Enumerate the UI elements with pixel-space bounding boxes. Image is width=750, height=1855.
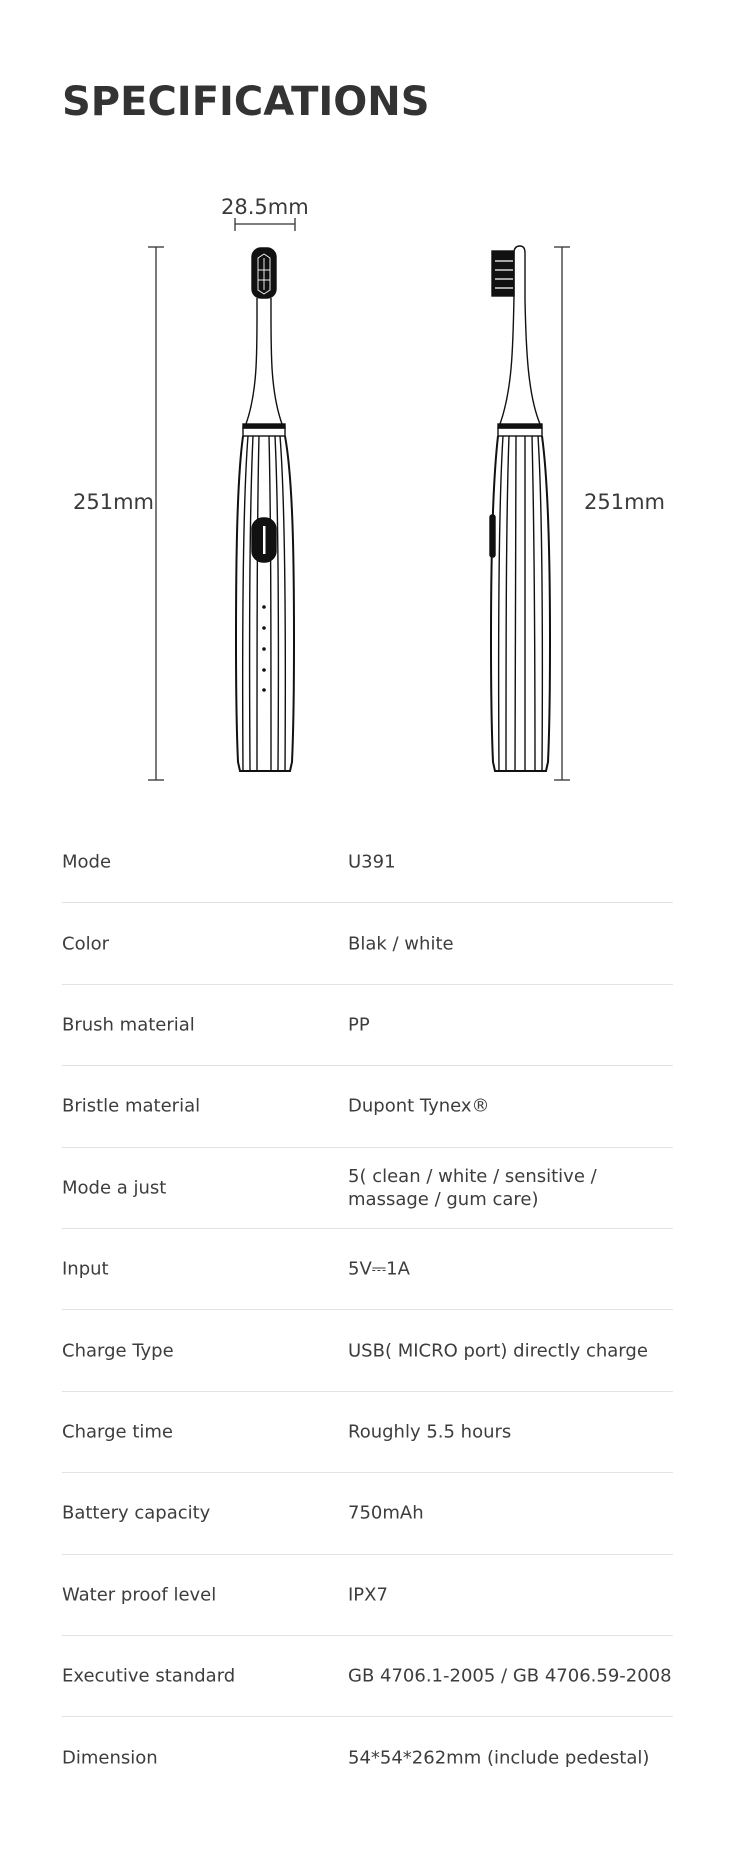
spec-value: 5( clean / white / sensitive / massage / gum care) — [348, 1165, 597, 1210]
toothbrush-drawing — [0, 180, 750, 800]
side-height-dimension-line — [554, 247, 570, 780]
front-height-dimension-label: 251mm — [73, 490, 154, 514]
spec-row-water-proof-level — [62, 1555, 673, 1636]
spec-label: Executive standard — [62, 1665, 236, 1687]
spec-row-mode-adjust — [62, 1148, 673, 1229]
spec-row-mode — [62, 822, 673, 903]
side-height-dimension-label: 251mm — [584, 490, 665, 514]
spec-value: Blak / white — [348, 933, 454, 955]
width-dimension-label: 28.5mm — [221, 195, 309, 219]
spec-value: Dupont Tynex® — [348, 1095, 490, 1117]
spec-value: 54*54*262mm (include pedestal) — [348, 1747, 650, 1769]
spec-label: Charge time — [62, 1421, 173, 1443]
spec-row-charge-type — [62, 1310, 673, 1391]
spec-row-charge-time — [62, 1392, 673, 1473]
spec-label: Dimension — [62, 1747, 158, 1769]
spec-value: Roughly 5.5 hours — [348, 1421, 512, 1443]
spec-label: Brush material — [62, 1014, 195, 1036]
spec-value: USB( MICRO port) directly charge — [348, 1340, 648, 1362]
spec-value: U391 — [348, 851, 396, 873]
spec-row-executive-standard — [62, 1636, 673, 1717]
spec-value: IPX7 — [348, 1584, 388, 1606]
specifications-table — [62, 822, 673, 1799]
spec-value: GB 4706.1-2005 / GB 4706.59-2008 — [348, 1665, 672, 1687]
front-height-dimension-line — [148, 247, 164, 780]
spec-row-brush-material — [62, 985, 673, 1066]
spec-row-bristle-material — [62, 1066, 673, 1147]
spec-value: PP — [348, 1014, 370, 1036]
spec-label: Water proof level — [62, 1584, 217, 1606]
spec-label: Input — [62, 1258, 109, 1280]
width-dimension-line — [235, 218, 295, 231]
spec-row-dimension — [62, 1717, 673, 1798]
spec-label: Bristle material — [62, 1095, 201, 1117]
side-view-toothbrush — [490, 246, 550, 771]
spec-row-input — [62, 1229, 673, 1310]
page-title: SPECIFICATIONS — [62, 79, 430, 125]
spec-label: Battery capacity — [62, 1502, 211, 1524]
spec-label: Charge Type — [62, 1340, 174, 1362]
spec-label: Mode — [62, 851, 112, 873]
spec-row-battery-capacity — [62, 1473, 673, 1554]
front-view-toothbrush — [236, 248, 294, 771]
spec-value: 750mAh — [348, 1502, 424, 1524]
spec-label: Color — [62, 933, 109, 955]
spec-label: Mode a just — [62, 1177, 167, 1199]
spec-row-color — [62, 903, 673, 984]
spec-value: 5V⎓1A — [348, 1258, 410, 1280]
toothbrush-dimension-diagram — [0, 180, 750, 800]
